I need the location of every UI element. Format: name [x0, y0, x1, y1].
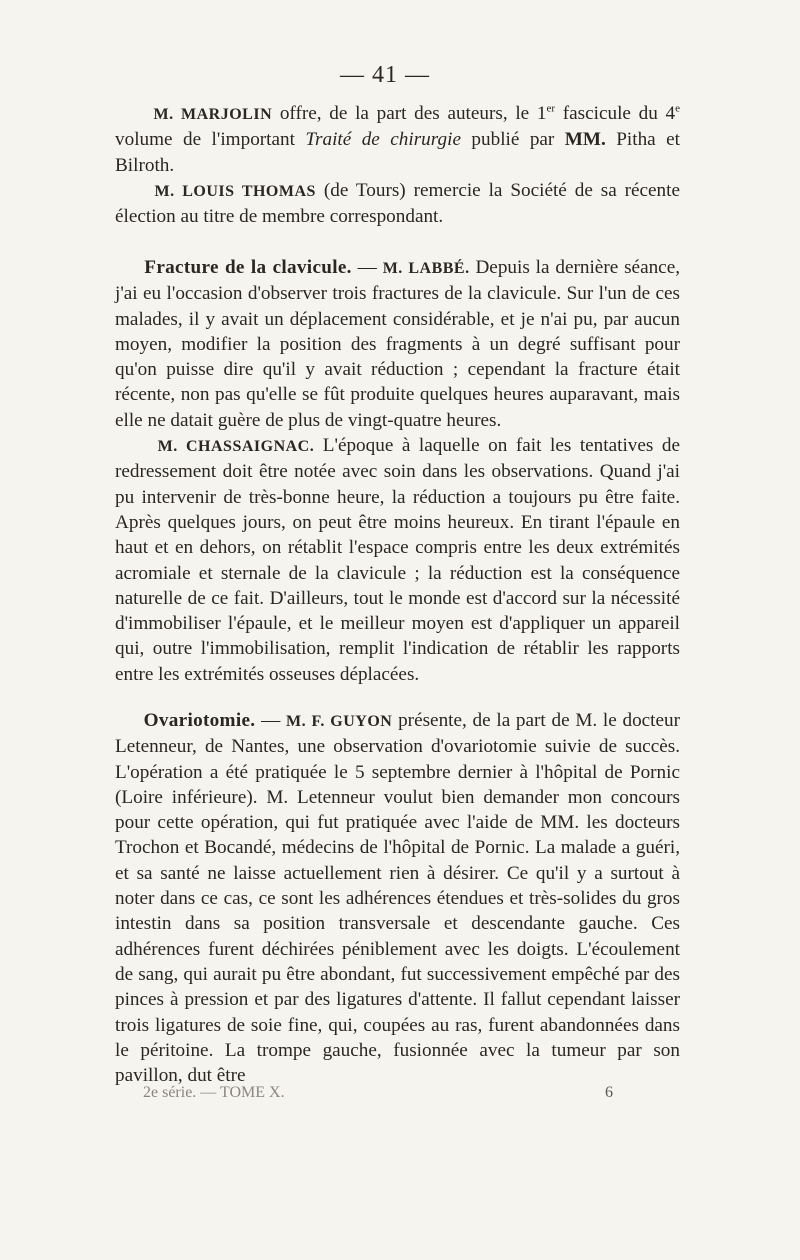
series-signature: 2e série. — TOME X. — [143, 1084, 285, 1101]
book-title: Traité de chirurgie — [305, 129, 461, 151]
body-text: offre, de la part des auteurs, le — [272, 103, 537, 124]
body-text: fascicule du — [555, 103, 666, 124]
paragraph-marjolin — [115, 101, 680, 178]
paragraph-chassaignac — [115, 433, 680, 687]
body-text: L'époque à laquelle on fait les tentatives de redressement doit être notée avec soin dans les observations. Quand j'ai pu intervenir de très-bonne heure, la réduction a toujours pu être faite. Après quelques jours, on peut être moins heureux. En tirant l'épaule en haut et en dehors, on rétablit l'espace compris entre les deux extrémités acromiale et sternale de la clavicule ; la réduction est la conséquence naturelle de ce fait. D'ailleurs, tout le monde est d'accord sur la nécessité d'immobiliser l'épaule, et le meilleur moyen est d'appliquer un appareil qui, outre l'immobilisation, remplit l'indication de rétablir les rapports entre les extrémités osseuses déplacées. — [115, 435, 681, 685]
dash: — — [255, 710, 287, 731]
section-heading: Fracture de la clavicule. — [144, 257, 352, 278]
speaker-name: M. LABBÉ. — [382, 260, 470, 277]
superscript: e — [675, 102, 681, 115]
abbreviation: MM. — [564, 129, 606, 151]
speaker-name: M. CHASSAIGNAC. — [157, 438, 315, 456]
announcements-section — [115, 101, 680, 229]
body-text: publié par — [460, 129, 565, 151]
paragraph-thomas — [115, 178, 680, 230]
dash: — — [351, 257, 383, 278]
section-heading: Ovariotomie. — [143, 710, 256, 731]
ordinal-number: 1 — [536, 103, 547, 124]
body-text: Pitha et Bilroth. — [115, 129, 680, 176]
body-text: présente, de la part de M. le docteur Letenneur, de Nantes, une observation d'ovariotomie suivie de succès. L'opération a été pratiquée le 5 septembre dernier à l'hôpital de Pornic (Loire inférieure). M. Letenneur voulut bien demander mon concours pour cette opération, qui fut pratiquée avec l'aide de MM. les docteurs Trochon et Bocandé, médecins de l'hôpital de Pornic. La malade a guéri, et sa santé ne laisse actuellement rien à désirer. Ce qu'il y a surtout à noter dans ce cas, ce sont les adhérences étendues et très-solides du gros intestin dans sa position transversale et descendante gauche. Ces adhérences furent déchirées péniblement avec les doigts. L'écoulement de sang, qui aurait pu être abondant, fut successivement empêché par des pinces à pression et par des ligatures d'attente. Il fallut cependant laisser trois ligatures de soie fine, qui, coupées au ras, furent abandonnées dans le péritoine. La trompe gauche, fusionnée avec la tumeur par son pavillon, dut être — [115, 710, 681, 1087]
paragraph-guyon — [115, 708, 680, 1088]
paragraph-labbe — [115, 255, 680, 433]
page-number: — 41 — — [340, 62, 430, 88]
clavicle-section — [115, 255, 680, 687]
body-text: Depuis la dernière séance, j'ai eu l'occasion d'observer trois fractures de la clavicule. Sur l'un de ces malades, il y avait un déplacement considérable, et je n'ai pu, par aucun moyen, modifier la position des fragments à un degré suffisant pour qu'on puisse dire qu'il y avait réduction ; cependant la fracture était récente, non pas qu'elle se fût produite quelques heures auparavant, mais elle ne datait guère de plus de vingt-quatre heures. — [115, 257, 681, 431]
body-text: volume de l'important — [115, 129, 306, 151]
sheet-number: 6 — [605, 1084, 613, 1101]
ovariotomy-section — [115, 708, 680, 1088]
superscript: er — [546, 102, 556, 115]
speaker-name: M. F. GUYON — [286, 713, 393, 730]
speaker-name: M. LOUIS THOMAS — [154, 182, 316, 200]
ordinal-number: 4 — [665, 103, 676, 124]
body-text: (de Tours) remercie la Société de sa récente élection au titre de membre correspondant. — [115, 179, 680, 228]
speaker-name: M. MARJOLIN — [153, 106, 273, 123]
